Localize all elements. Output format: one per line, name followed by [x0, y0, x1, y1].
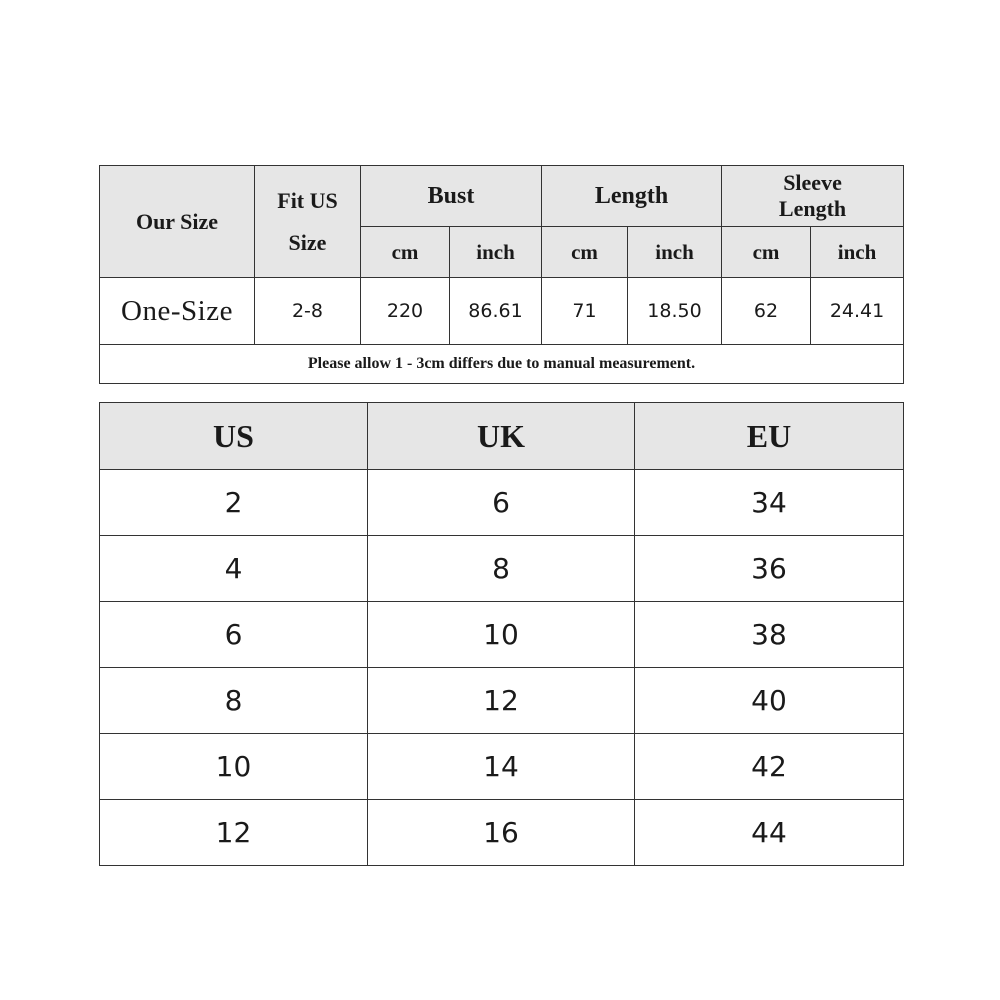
table-row — [100, 602, 904, 668]
cell-bust-cm: 220 — [361, 278, 450, 345]
cell-eu: 44 — [635, 800, 904, 866]
header-fit-us-size — [255, 166, 361, 278]
cell-us: 10 — [100, 734, 368, 800]
unit-bust-cm: cm — [361, 227, 450, 278]
unit-length-cm: cm — [542, 227, 628, 278]
header-sleeve-line1: Sleeve — [783, 170, 842, 195]
table-row — [100, 536, 904, 602]
measurement-note: Please allow 1 - 3cm differs due to manual measurement. — [100, 345, 904, 384]
unit-sleeve-cm: cm — [722, 227, 811, 278]
cell-us: 6 — [100, 602, 368, 668]
header-fit-us-line2: Size — [288, 229, 327, 255]
unit-sleeve-inch: inch — [811, 227, 904, 278]
cell-uk: 14 — [368, 734, 635, 800]
cell-uk: 8 — [368, 536, 635, 602]
header-bust: Bust — [361, 166, 542, 227]
table-row — [100, 800, 904, 866]
cell-fit-us: 2-8 — [255, 278, 361, 345]
cell-uk: 16 — [368, 800, 635, 866]
cell-length-cm: 71 — [542, 278, 628, 345]
cell-uk: 12 — [368, 668, 635, 734]
table-row — [100, 668, 904, 734]
cell-eu: 36 — [635, 536, 904, 602]
conversion-header-row — [100, 403, 904, 470]
cell-eu: 42 — [635, 734, 904, 800]
size-data-row — [100, 278, 904, 345]
cell-uk: 6 — [368, 470, 635, 536]
cell-eu: 40 — [635, 668, 904, 734]
size-note-row — [100, 345, 904, 384]
table-row — [100, 734, 904, 800]
size-header-row — [100, 166, 904, 227]
header-length: Length — [542, 166, 722, 227]
header-uk: UK — [368, 403, 635, 470]
cell-us: 8 — [100, 668, 368, 734]
cell-eu: 38 — [635, 602, 904, 668]
unit-bust-inch: inch — [450, 227, 542, 278]
header-our-size: Our Size — [100, 166, 255, 278]
cell-us: 2 — [100, 470, 368, 536]
header-us: US — [100, 403, 368, 470]
cell-length-inch: 18.50 — [628, 278, 722, 345]
cell-our-size: One-Size — [100, 278, 255, 345]
cell-sleeve-inch: 24.41 — [811, 278, 904, 345]
cell-us: 12 — [100, 800, 368, 866]
cell-sleeve-cm: 62 — [722, 278, 811, 345]
cell-us: 4 — [100, 536, 368, 602]
header-eu: EU — [635, 403, 904, 470]
header-sleeve-length — [722, 166, 904, 227]
cell-uk: 10 — [368, 602, 635, 668]
cell-bust-inch: 86.61 — [450, 278, 542, 345]
size-conversion-table — [99, 402, 904, 866]
header-sleeve-line2: Length — [778, 196, 847, 221]
table-row — [100, 470, 904, 536]
size-chart-table — [99, 165, 904, 384]
header-fit-us-line1: Fit US — [277, 187, 338, 213]
cell-eu: 34 — [635, 470, 904, 536]
unit-length-inch: inch — [628, 227, 722, 278]
